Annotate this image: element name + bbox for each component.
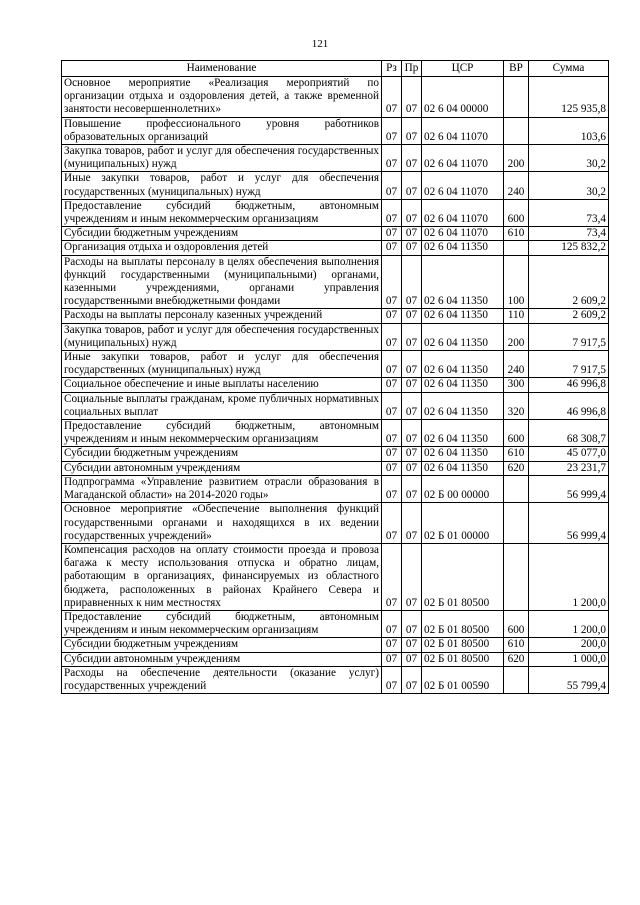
- row-sum: 103,6: [529, 117, 609, 144]
- row-vr: [504, 77, 529, 118]
- row-pr: 07: [402, 378, 422, 392]
- row-pr: 07: [402, 543, 422, 610]
- row-vr: 110: [504, 309, 529, 323]
- table-row: [62, 199, 609, 226]
- row-rz: 07: [382, 378, 402, 392]
- row-pr: 07: [402, 241, 422, 255]
- table-row: [62, 652, 609, 666]
- row-sum: 56 999,4: [529, 475, 609, 502]
- row-name: Субсидии автономным учреждениям: [62, 652, 382, 666]
- row-csr: 02 6 04 11070: [422, 117, 504, 144]
- table-row: [62, 447, 609, 461]
- row-vr: 600: [504, 199, 529, 226]
- row-rz: 07: [382, 199, 402, 226]
- table-row: [62, 241, 609, 255]
- row-vr: 240: [504, 172, 529, 199]
- table-row: [62, 503, 609, 544]
- row-csr: 02 6 04 11350: [422, 309, 504, 323]
- row-name: Компенсация расходов на оплату стоимости проезда и провоза багажа к месту использования отпуска и обратно лицам, работающим в организациях, финансируемых из областного бюджета, расположенных в районах Крайнего Севера и приравненных к ним местностях: [62, 543, 382, 610]
- row-vr: 620: [504, 652, 529, 666]
- row-csr: 02 6 04 11070: [422, 227, 504, 241]
- row-vr: [504, 503, 529, 544]
- row-rz: 07: [382, 117, 402, 144]
- row-csr: 02 Б 00 00000: [422, 475, 504, 502]
- row-name: Расходы на обеспечение деятельности (оказание услуг) государственных учреждений: [62, 666, 382, 693]
- row-rz: 07: [382, 666, 402, 693]
- row-csr: 02 6 04 11350: [422, 447, 504, 461]
- row-name: Субсидии бюджетным учреждениям: [62, 447, 382, 461]
- row-rz: 07: [382, 420, 402, 447]
- table-row: [62, 475, 609, 502]
- row-name: Иные закупки товаров, работ и услуг для обеспечения государственных (муниципальных) нужд: [62, 351, 382, 378]
- row-name: Предоставление субсидий бюджетным, автономным учреждениям и иным некоммерческим организациям: [62, 420, 382, 447]
- row-pr: 07: [402, 666, 422, 693]
- row-pr: 07: [402, 351, 422, 378]
- row-pr: 07: [402, 172, 422, 199]
- table-row: [62, 461, 609, 475]
- row-sum: 1 200,0: [529, 543, 609, 610]
- row-pr: 07: [402, 447, 422, 461]
- header-csr: ЦСР: [422, 61, 504, 77]
- row-sum: 1 000,0: [529, 652, 609, 666]
- header-vr: ВР: [504, 61, 529, 77]
- row-vr: [504, 241, 529, 255]
- row-pr: 07: [402, 145, 422, 172]
- row-rz: 07: [382, 652, 402, 666]
- row-rz: 07: [382, 227, 402, 241]
- header-sum: Сумма: [529, 61, 609, 77]
- row-rz: 07: [382, 475, 402, 502]
- header-name: Наименование: [62, 61, 382, 77]
- row-pr: 07: [402, 255, 422, 309]
- header-pr: Пр: [402, 61, 422, 77]
- row-rz: 07: [382, 638, 402, 652]
- row-rz: 07: [382, 447, 402, 461]
- row-csr: 02 Б 01 00590: [422, 666, 504, 693]
- row-name: Основное мероприятие «Реализация мероприятий по организации отдыха и оздоровления детей, а также временной занятости несовершеннолетних»: [62, 77, 382, 118]
- row-sum: 200,0: [529, 638, 609, 652]
- row-sum: 46 996,8: [529, 392, 609, 419]
- row-pr: 07: [402, 117, 422, 144]
- row-sum: 7 917,5: [529, 351, 609, 378]
- budget-table: [61, 60, 609, 694]
- table-row: [62, 543, 609, 610]
- row-pr: 07: [402, 77, 422, 118]
- row-name: Организация отдыха и оздоровления детей: [62, 241, 382, 255]
- table-body: [62, 77, 609, 694]
- table-row: [62, 117, 609, 144]
- row-vr: 200: [504, 145, 529, 172]
- row-csr: 02 6 04 11350: [422, 255, 504, 309]
- row-vr: 610: [504, 447, 529, 461]
- row-rz: 07: [382, 610, 402, 637]
- row-csr: 02 6 04 11350: [422, 351, 504, 378]
- table-row: [62, 392, 609, 419]
- row-name: Закупка товаров, работ и услуг для обеспечения государственных (муниципальных) нужд: [62, 145, 382, 172]
- row-pr: 07: [402, 227, 422, 241]
- row-name: Субсидии бюджетным учреждениям: [62, 227, 382, 241]
- row-csr: 02 6 04 11350: [422, 420, 504, 447]
- table-row: [62, 323, 609, 350]
- row-rz: 07: [382, 503, 402, 544]
- row-csr: 02 Б 01 00000: [422, 503, 504, 544]
- row-rz: 07: [382, 543, 402, 610]
- row-pr: 07: [402, 652, 422, 666]
- row-sum: 55 799,4: [529, 666, 609, 693]
- row-csr: 02 6 04 00000: [422, 77, 504, 118]
- row-rz: 07: [382, 351, 402, 378]
- row-pr: 07: [402, 461, 422, 475]
- row-csr: 02 6 04 11350: [422, 241, 504, 255]
- row-sum: 7 917,5: [529, 323, 609, 350]
- row-rz: 07: [382, 392, 402, 419]
- row-sum: 45 077,0: [529, 447, 609, 461]
- page-number: 121: [311, 38, 329, 50]
- table-row: [62, 227, 609, 241]
- row-csr: 02 6 04 11070: [422, 172, 504, 199]
- table-row: [62, 610, 609, 637]
- row-rz: 07: [382, 323, 402, 350]
- header-rz: Рз: [382, 61, 402, 77]
- row-sum: 73,4: [529, 199, 609, 226]
- row-csr: 02 6 04 11070: [422, 199, 504, 226]
- row-name: Социальное обеспечение и иные выплаты населению: [62, 378, 382, 392]
- row-sum: 30,2: [529, 172, 609, 199]
- row-rz: 07: [382, 145, 402, 172]
- row-pr: 07: [402, 309, 422, 323]
- table-row: [62, 145, 609, 172]
- row-rz: 07: [382, 241, 402, 255]
- row-pr: 07: [402, 420, 422, 447]
- row-csr: 02 6 04 11350: [422, 392, 504, 419]
- row-rz: 07: [382, 309, 402, 323]
- table-header-row: [62, 61, 609, 77]
- row-rz: 07: [382, 77, 402, 118]
- row-name: Повышение профессионального уровня работников образовательных организаций: [62, 117, 382, 144]
- row-vr: [504, 117, 529, 144]
- row-pr: 07: [402, 475, 422, 502]
- row-sum: 56 999,4: [529, 503, 609, 544]
- row-csr: 02 6 04 11070: [422, 145, 504, 172]
- row-sum: 125 832,2: [529, 241, 609, 255]
- row-vr: 300: [504, 378, 529, 392]
- table-row: [62, 255, 609, 309]
- row-sum: 23 231,7: [529, 461, 609, 475]
- table-row: [62, 309, 609, 323]
- row-vr: 600: [504, 610, 529, 637]
- row-name: Субсидии бюджетным учреждениям: [62, 638, 382, 652]
- row-rz: 07: [382, 172, 402, 199]
- row-sum: 30,2: [529, 145, 609, 172]
- row-rz: 07: [382, 255, 402, 309]
- row-vr: [504, 475, 529, 502]
- row-vr: [504, 666, 529, 693]
- row-pr: 07: [402, 638, 422, 652]
- row-vr: 610: [504, 638, 529, 652]
- row-csr: 02 Б 01 80500: [422, 543, 504, 610]
- row-sum: 2 609,2: [529, 255, 609, 309]
- row-csr: 02 Б 01 80500: [422, 652, 504, 666]
- row-name: Расходы на выплаты персоналу в целях обеспечения выполнения функций государственными (муниципальными) органами, казенными учреждениями, органами управления государственными внебюджетными фондами: [62, 255, 382, 309]
- row-sum: 73,4: [529, 227, 609, 241]
- row-name: Подпрограмма «Управление развитием отрасли образования в Магаданской области» на 2014-2020 годы»: [62, 475, 382, 502]
- row-pr: 07: [402, 323, 422, 350]
- row-name: Субсидии автономным учреждениям: [62, 461, 382, 475]
- row-sum: 1 200,0: [529, 610, 609, 637]
- row-vr: 610: [504, 227, 529, 241]
- row-name: Основное мероприятие «Обеспечение выполнения функций государственными органами и находящихся в их ведении государственных учреждений»: [62, 503, 382, 544]
- row-vr: 100: [504, 255, 529, 309]
- row-csr: 02 6 04 11350: [422, 378, 504, 392]
- row-pr: 07: [402, 610, 422, 637]
- row-pr: 07: [402, 392, 422, 419]
- row-sum: 2 609,2: [529, 309, 609, 323]
- table-row: [62, 378, 609, 392]
- table-row: [62, 351, 609, 378]
- table-row: [62, 77, 609, 118]
- row-name: Закупка товаров, работ и услуг для обеспечения государственных (муниципальных) нужд: [62, 323, 382, 350]
- row-vr: 200: [504, 323, 529, 350]
- row-name: Расходы на выплаты персоналу казенных учреждений: [62, 309, 382, 323]
- row-pr: 07: [402, 503, 422, 544]
- row-rz: 07: [382, 461, 402, 475]
- table-row: [62, 420, 609, 447]
- row-vr: 620: [504, 461, 529, 475]
- row-vr: 600: [504, 420, 529, 447]
- row-name: Предоставление субсидий бюджетным, автономным учреждениям и иным некоммерческим организациям: [62, 199, 382, 226]
- table-row: [62, 638, 609, 652]
- row-vr: 320: [504, 392, 529, 419]
- row-name: Иные закупки товаров, работ и услуг для обеспечения государственных (муниципальных) нужд: [62, 172, 382, 199]
- row-vr: [504, 543, 529, 610]
- row-sum: 68 308,7: [529, 420, 609, 447]
- row-name: Социальные выплаты гражданам, кроме публичных нормативных социальных выплат: [62, 392, 382, 419]
- row-csr: 02 Б 01 80500: [422, 610, 504, 637]
- row-csr: 02 Б 01 80500: [422, 638, 504, 652]
- row-name: Предоставление субсидий бюджетным, автономным учреждениям и иным некоммерческим организациям: [62, 610, 382, 637]
- row-csr: 02 6 04 11350: [422, 323, 504, 350]
- row-sum: 46 996,8: [529, 378, 609, 392]
- row-csr: 02 6 04 11350: [422, 461, 504, 475]
- table-row: [62, 666, 609, 693]
- table-row: [62, 172, 609, 199]
- row-vr: 240: [504, 351, 529, 378]
- row-sum: 125 935,8: [529, 77, 609, 118]
- row-pr: 07: [402, 199, 422, 226]
